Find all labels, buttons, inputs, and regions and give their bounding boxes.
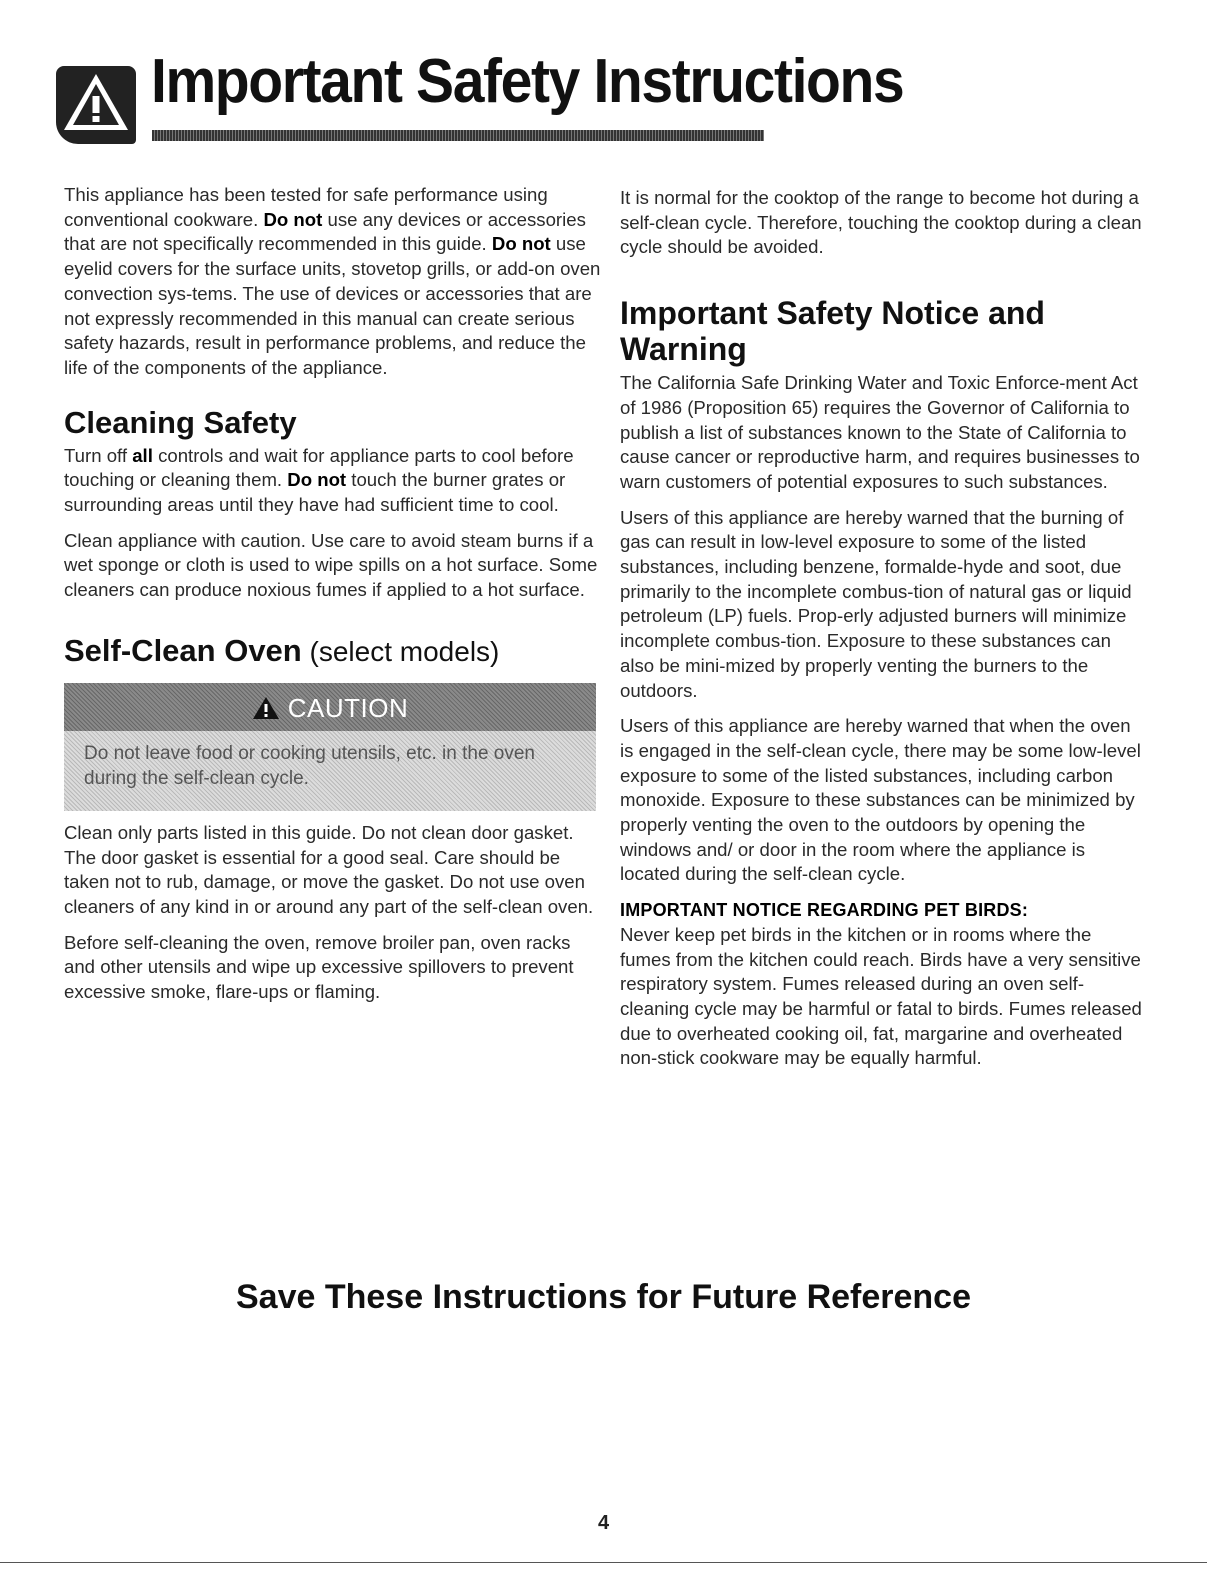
page-header [56,47,904,142]
header-rule [152,130,764,141]
caution-label: CAUTION [287,692,409,723]
caution-bar [64,683,596,731]
warning-triangle-icon [56,66,136,144]
caution-text: Do not leave food or cooking utensils, etc. in the oven during the self-clean cycle. [84,742,535,789]
pet-birds-paragraph: IMPORTANT NOTICE REGARDING PET BIRDS: Never keep pet birds in the kitchen or in rooms where the fumes from the kitchen could reach. Birds have a very sensitive respiratory system. Fumes released during an oven self-cleaning cycle may be harmful or fatal to birds. Fumes released due to overheated cooking oil, fat, margarine and overheated non-stick cookware may be equally harmful. [620,900,1142,1069]
caution-box [64,683,596,811]
page-number: 4 [597,1512,610,1534]
caution-triangle-icon [252,696,280,727]
intro-paragraph: This appliance has been tested for safe performance using conventional cookware. Do not use any devices or accessories that are not specifically recommended in this guide. Do not use eyelid covers for the surface units, stovetop grills, or add-on oven convection sys-tems. The use of devices or accessories that are not expressly recommended in this manual can create serious safety hazards, result in performance problems, and reduce the life of the components of the appliance. [64,184,601,378]
right-column [620,186,1145,1071]
page-title: Important Safety Instructions [151,47,904,116]
bottom-rule [0,1562,1207,1563]
self-clean-oven-heading: Self-Clean Oven (select models) [64,632,500,668]
self-clean-paragraph-1: Clean only parts listed in this guide. Do not clean door gasket. The door gasket is essential for a good seal. Care should be taken not to rub, damage, or move the gasket. Do not use oven cleaners of any kind in or around any part of the self-clean oven. [64,821,594,917]
cleaning-safety-heading: Cleaning Safety [64,404,297,440]
cleaning-safety-paragraph-1: Turn off all controls and wait for appliance parts to cool before touching or cleaning them. Do not touch the burner grates or surrounding areas until they have had sufficient time to cool. [64,444,574,516]
gas-exposure-paragraph: Users of this appliance are hereby warned that the burning of gas can result in low-level exposure to some of the listed substances, including benzene, formalde-hyde and soot, due primarily to the incomplete combus-tion of natural gas or liquid petroleum (LP) fuels. Prop-erly adjusted burners will minimize incomplete combus-tion. Exposure to these substances can also be mini-mized by properly venting the burners to the outdoors. [620,506,1132,701]
self-clean-exposure-paragraph: Users of this appliance are hereby warned that when the oven is engaged in the self-clean cycle, there may be some low-level exposure to some of the listed substances, including carbon monoxide. Exposure to these substances can be minimized by properly venting the oven to the outdoors by opening the windows and/ or door in the room where the appliance is located during the self-clean cycle. [620,715,1141,885]
cleaning-safety-paragraph-2: Clean appliance with caution. Use care to avoid steam burns if a wet sponge or cloth is used to wipe spills on a hot surface. Some cleaners can produce noxious fumes if applied to a hot surface. [64,529,598,601]
pet-birds-subheading: IMPORTANT NOTICE REGARDING PET BIRDS: [620,900,1029,921]
left-column [64,183,604,1016]
safety-notice-heading: Important Safety Notice and Warning [620,295,1045,368]
proposition-65-paragraph: The California Safe Drinking Water and Toxic Enforce-ment Act of 1986 (Proposition 65) requires the Governor of California to publish a list of substances known to the State of California to cause cancer or reproductive harm, and requires businesses to warn customers of potential exposures to such substances. [620,372,1140,492]
footer-title: Save These Instructions for Future Reference [236,1278,971,1316]
self-clean-paragraph-2: Before self-cleaning the oven, remove broiler pan, oven racks and other utensils and wipe up excessive spillovers to prevent excessive smoke, flare-ups or flaming. [64,931,574,1003]
cooktop-paragraph: It is normal for the cooktop of the range to become hot during a self-clean cycle. Therefore, touching the cooktop during a clean cycle should be avoided. [620,187,1142,258]
